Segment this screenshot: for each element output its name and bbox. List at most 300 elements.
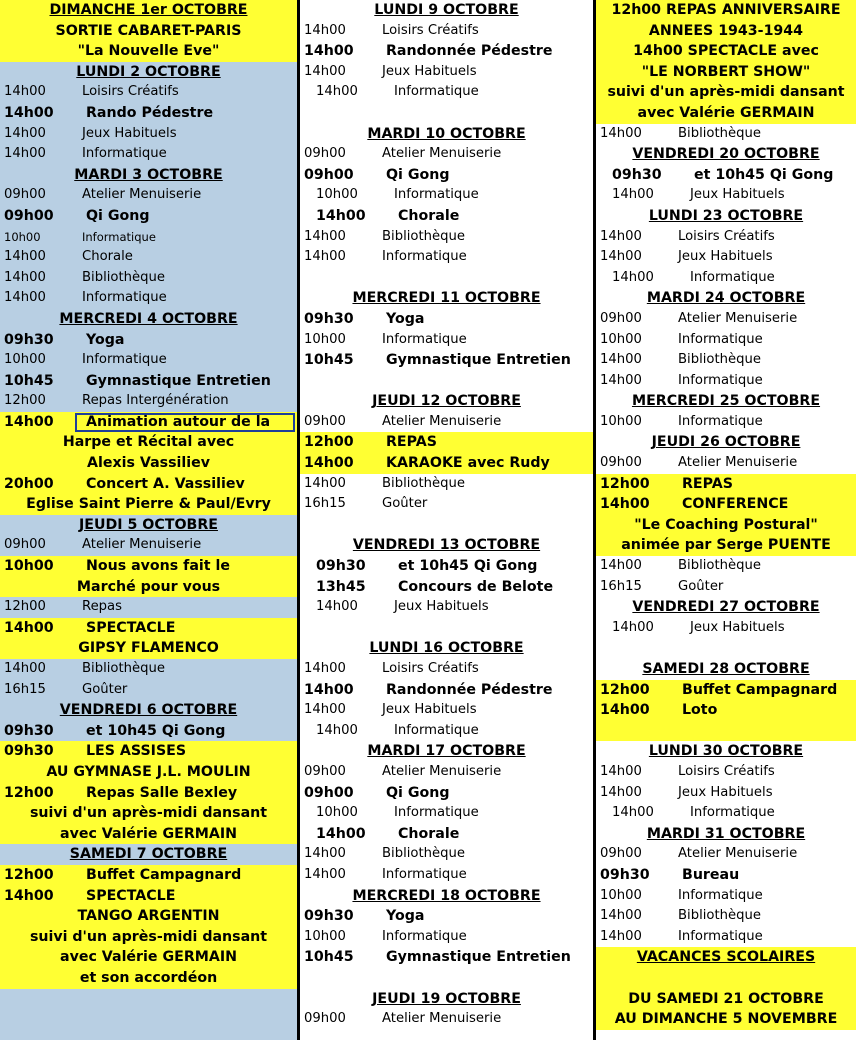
schedule-entry-highlight [300, 783, 593, 804]
entry-text: LUNDI 23 OCTOBRE [648, 207, 804, 224]
entry-time: 14h00 [600, 558, 642, 574]
entry-activity: Atelier Menuiserie [678, 846, 798, 862]
schedule-entry [0, 82, 297, 103]
entry-time: 09h00 [4, 187, 46, 203]
entry-activity: KARAOKE avec Rudy [386, 455, 550, 472]
entry-activity: Informatique [382, 866, 467, 882]
schedule-entry [300, 1009, 593, 1030]
schedule-entry [0, 144, 297, 165]
event-line [0, 21, 297, 42]
schedule-entry-highlight [0, 330, 297, 351]
schedule-entry [0, 659, 297, 680]
day-heading [596, 432, 856, 453]
schedule-entry-highlight [596, 680, 856, 701]
schedule-entry [596, 618, 856, 639]
entry-time: 14h00 [4, 249, 46, 265]
entry-activity: Informatique [678, 372, 763, 388]
entry-time: 14h00 [600, 125, 642, 141]
event-line [0, 494, 297, 515]
entry-time: 09h00 [304, 784, 354, 801]
entry-activity: Loto [682, 702, 718, 719]
entry-text: Harpe et Récital avec [62, 434, 235, 451]
day-heading [596, 741, 856, 762]
entry-time: 14h00 [304, 63, 346, 79]
entry-time: 09h00 [600, 846, 642, 862]
event-line [596, 515, 856, 536]
entry-activity: Rando Pédestre [86, 104, 214, 121]
column-2 [297, 0, 593, 1040]
schedule-entry [300, 494, 593, 515]
schedule-entry [596, 577, 856, 598]
event-line [0, 762, 297, 783]
entry-activity: Goûter [382, 496, 428, 512]
schedule-entry [300, 21, 593, 42]
schedule-entry [300, 597, 593, 618]
entry-activity: Bibliothèque [678, 352, 761, 368]
entry-time: 09h30 [304, 908, 354, 925]
schedule-entry-highlight [300, 432, 593, 453]
entry-text: MERCREDI 4 OCTOBRE [59, 310, 238, 327]
schedule-entry-highlight [300, 947, 593, 968]
entry-text: animée par Serge PUENTE [621, 537, 831, 554]
entry-activity: CONFERENCE [682, 496, 789, 513]
event-line [0, 638, 297, 659]
schedule-entry [300, 721, 593, 742]
entry-activity: Qi Gong [386, 784, 450, 801]
entry-time: 14h00 [612, 269, 654, 285]
day-heading [0, 700, 297, 721]
entry-time: 10h45 [304, 352, 354, 369]
entry-time: 14h00 [612, 805, 654, 821]
schedule-entry-highlight [300, 206, 593, 227]
entry-time: 14h00 [316, 722, 358, 738]
entry-activity: Jeux Habituels [678, 784, 773, 800]
entry-text: TANGO ARGENTIN [77, 908, 220, 925]
event-line [0, 453, 297, 474]
entry-time: 09h00 [304, 146, 346, 162]
entry-time: 10h00 [600, 331, 642, 347]
entry-time: 14h00 [4, 84, 46, 100]
entry-time: 14h00 [4, 887, 54, 904]
entry-time: 09h00 [4, 207, 54, 224]
entry-time: 10h45 [4, 372, 54, 389]
entry-activity: Informatique [394, 84, 479, 100]
entry-text: AU GYMNASE J.L. MOULIN [46, 763, 251, 780]
schedule-entry [300, 412, 593, 433]
entry-text: suivi d'un après-midi dansant [29, 805, 268, 822]
entry-time: 12h00 [600, 475, 650, 492]
schedule-entry [596, 350, 856, 371]
entry-time: 16h15 [4, 681, 46, 697]
entry-time: 14h00 [304, 681, 354, 698]
schedule-entry [596, 783, 856, 804]
entry-text: JEUDI 26 OCTOBRE [651, 434, 801, 451]
schedule-entry [300, 144, 593, 165]
entry-time: 14h00 [4, 290, 46, 306]
entry-time: 14h00 [316, 207, 366, 224]
entry-time: 09h30 [316, 558, 366, 575]
entry-time: 14h00 [316, 84, 358, 100]
schedule-entry-highlight [0, 741, 297, 762]
entry-activity: Atelier Menuiserie [82, 537, 202, 553]
schedule-entry [0, 350, 297, 371]
entry-time: 09h00 [304, 1011, 346, 1027]
event-line [596, 41, 856, 62]
event-line [0, 824, 297, 845]
entry-time: 14h00 [600, 784, 642, 800]
column-3 [593, 0, 856, 1040]
entry-activity: Informatique [690, 805, 775, 821]
entry-activity: Informatique [382, 331, 467, 347]
blank-row [300, 371, 593, 392]
entry-activity: Atelier Menuiserie [382, 1011, 502, 1027]
schedule-entry-highlight [0, 412, 297, 433]
entry-time: 14h00 [600, 352, 642, 368]
day-heading [300, 989, 593, 1010]
entry-activity: Bibliothèque [82, 661, 165, 676]
entry-activity: Chorale [398, 825, 460, 842]
day-heading [300, 288, 593, 309]
entry-activity: LES ASSISES [86, 743, 187, 760]
entry-time: 14h00 [304, 249, 346, 265]
schedule-entry [300, 865, 593, 886]
event-line [596, 62, 856, 83]
entry-time: 14h00 [4, 125, 46, 141]
entry-activity: Atelier Menuiserie [678, 455, 798, 471]
entry-activity: Atelier Menuiserie [382, 763, 502, 779]
entry-time: 14h00 [4, 104, 54, 121]
entry-activity: Informatique [690, 269, 775, 285]
entry-time: 14h00 [600, 228, 642, 244]
schedule-entry-highlight [300, 41, 593, 62]
entry-activity: Loisirs Créatifs [382, 661, 479, 676]
entry-time: 14h00 [304, 661, 346, 676]
entry-time: 14h00 [316, 825, 366, 842]
entry-text: SORTIE CABARET-PARIS [55, 22, 242, 39]
schedule-entry-highlight [0, 865, 297, 886]
entry-activity: Nous avons fait le [86, 558, 230, 575]
entry-text: avec Valérie GERMAIN [60, 949, 237, 966]
entry-activity: Loisirs Créatifs [382, 22, 479, 38]
entry-activity: Concours de Belote [398, 578, 554, 595]
entry-activity: Gymnastique Entretien [86, 372, 271, 389]
event-line [596, 103, 856, 124]
day-heading [300, 0, 593, 21]
entry-time: 14h00 [304, 455, 354, 472]
entry-text: DIMANCHE 1er OCTOBRE [49, 2, 248, 18]
schedule-entry-highlight [300, 453, 593, 474]
day-heading [596, 288, 856, 309]
event-line [0, 947, 297, 968]
entry-activity: Jeux Habituels [690, 187, 785, 203]
entry-text: JEUDI 19 OCTOBRE [372, 990, 521, 1007]
entry-text: VENDREDI 13 OCTOBRE [352, 537, 541, 554]
entry-text: SAMEDI 28 OCTOBRE [642, 661, 810, 677]
entry-activity: SPECTACLE [86, 887, 176, 904]
day-heading [300, 741, 593, 762]
entry-time: 09h00 [600, 455, 642, 471]
entry-time: 09h30 [600, 866, 650, 883]
entry-text: et son accordéon [79, 969, 218, 986]
day-heading [596, 597, 856, 618]
entry-time: 12h00 [4, 866, 54, 883]
entry-text: "La Nouvelle Eve" [77, 43, 220, 60]
entry-activity: Bibliothèque [82, 269, 165, 285]
entry-text: MARDI 24 OCTOBRE [646, 290, 806, 307]
entry-activity: Loisirs Créatifs [678, 228, 775, 244]
schedule-entry-highlight [596, 474, 856, 495]
day-heading [300, 391, 593, 412]
selection-box [75, 413, 295, 433]
schedule-entry [300, 762, 593, 783]
schedule-entry [0, 597, 297, 618]
entry-time: 14h00 [304, 846, 346, 862]
entry-text: suivi d'un après-midi dansant [29, 928, 268, 945]
entry-activity: et 10h45 Qi Gong [86, 722, 226, 739]
blank-row [300, 968, 593, 989]
entry-activity: Yoga [386, 310, 425, 327]
schedule-entry-highlight [0, 721, 297, 742]
entry-activity: Buffet Campagnard [682, 681, 838, 698]
entry-time: 14h00 [304, 228, 346, 244]
blank-row [596, 968, 856, 989]
entry-text: VENDREDI 6 OCTOBRE [59, 702, 238, 719]
entry-time: 09h30 [612, 166, 662, 183]
schedule-entry [0, 535, 297, 556]
schedule-entry [300, 62, 593, 83]
entry-time: 14h00 [4, 661, 46, 676]
entry-time: 14h00 [4, 269, 46, 285]
schedule-entry [0, 680, 297, 701]
event-line [0, 927, 297, 948]
entry-text: "Le Coaching Postural" [634, 516, 818, 533]
entry-text: 14h00 SPECTACLE avec [633, 43, 819, 60]
entry-activity: Informatique [678, 928, 763, 944]
entry-text: LUNDI 2 OCTOBRE [76, 63, 221, 80]
schedule-entry [596, 412, 856, 433]
entry-text: JEUDI 5 OCTOBRE [79, 516, 218, 533]
entry-activity: Goûter [82, 681, 128, 697]
blank-row [300, 103, 593, 124]
entry-time: 14h00 [612, 187, 654, 203]
entry-activity: SPECTACLE [86, 619, 176, 636]
entry-time: 10h00 [316, 187, 358, 203]
schedule-entry-highlight [0, 618, 297, 639]
entry-activity: Jeux Habituels [382, 702, 477, 718]
schedule-entry [596, 803, 856, 824]
entry-time: 14h00 [600, 908, 642, 924]
entry-time: 12h00 [600, 681, 650, 698]
entry-time: 10h00 [4, 558, 54, 575]
schedule-entry [596, 906, 856, 927]
entry-time: 10h00 [4, 229, 41, 244]
entry-time: 09h00 [304, 763, 346, 779]
entry-time: 14h00 [4, 413, 54, 430]
entry-time: 12h00 [4, 393, 46, 409]
entry-time: 09h00 [304, 413, 346, 429]
event-line [0, 41, 297, 62]
entry-activity: Concert A. Vassiliev [86, 475, 245, 492]
entry-activity: Jeux Habituels [678, 249, 773, 265]
entry-time: 09h30 [4, 331, 54, 348]
entry-activity: Repas [82, 599, 123, 615]
entry-activity: REPAS [386, 434, 437, 451]
schedule-entry [596, 762, 856, 783]
entry-text: VENDREDI 27 OCTOBRE [632, 599, 820, 616]
schedule-entry [300, 474, 593, 495]
entry-activity: Chorale [398, 207, 460, 224]
column-1 [0, 0, 297, 1040]
entry-activity: Chorale [82, 249, 133, 265]
day-heading [0, 62, 297, 83]
schedule-entry-highlight [300, 906, 593, 927]
schedule-entry [596, 227, 856, 248]
entry-activity: Informatique [678, 413, 763, 429]
day-heading [300, 124, 593, 145]
entry-text: MARDI 3 OCTOBRE [74, 166, 223, 183]
entry-text: suivi d'un après-midi dansant [607, 84, 845, 101]
entry-time: 12h00 [4, 599, 46, 615]
schedule-entry [596, 247, 856, 268]
entry-text: AU DIMANCHE 5 NOVEMBRE [614, 1011, 838, 1028]
entry-time: 09h00 [304, 166, 354, 183]
entry-text: JEUDI 12 OCTOBRE [372, 393, 521, 410]
entry-time: 16h15 [304, 496, 346, 512]
entry-text: MERCREDI 11 OCTOBRE [352, 290, 541, 307]
day-heading [300, 638, 593, 659]
entry-time: 09h30 [4, 743, 54, 760]
entry-time: 14h00 [304, 866, 346, 882]
entry-text: VACANCES SCOLAIRES [636, 949, 816, 966]
entry-activity: Bibliothèque [382, 846, 465, 862]
entry-text: ANNEES 1943-1944 [648, 22, 804, 39]
day-heading [596, 144, 856, 165]
entry-text: Eglise Saint Pierre & Paul/Evry [26, 496, 271, 513]
day-heading [596, 391, 856, 412]
blank-row [596, 638, 856, 659]
entry-text: LUNDI 30 OCTOBRE [648, 743, 804, 760]
entry-text: avec Valérie GERMAIN [637, 104, 815, 121]
schedule-entry-highlight [300, 556, 593, 577]
entry-time: 10h00 [304, 928, 346, 944]
entry-activity: Loisirs Créatifs [82, 84, 179, 100]
schedule-entry-highlight [0, 371, 297, 392]
schedule-entry [0, 227, 297, 248]
schedule-entry [596, 309, 856, 330]
entry-activity: Yoga [386, 908, 425, 925]
entry-activity: Gymnastique Entretien [386, 949, 571, 966]
entry-activity: Qi Gong [86, 207, 150, 224]
entry-text: MARDI 31 OCTOBRE [646, 825, 806, 842]
schedule-entry [300, 227, 593, 248]
schedule-entry-highlight [0, 474, 297, 495]
entry-time: 14h00 [600, 702, 650, 719]
entry-time: 14h00 [612, 619, 654, 635]
schedule-entry [0, 268, 297, 289]
entry-activity: Informatique [678, 331, 763, 347]
entry-activity: Buffet Campagnard [86, 866, 242, 883]
schedule-entry [596, 927, 856, 948]
entry-activity: Animation autour de la [86, 413, 271, 430]
entry-time: 14h00 [600, 496, 650, 513]
entry-activity: Informatique [678, 887, 763, 903]
schedule-entry [300, 82, 593, 103]
entry-text: MARDI 17 OCTOBRE [367, 743, 526, 760]
entry-time: 14h00 [4, 146, 46, 162]
entry-activity: REPAS [682, 475, 733, 492]
schedule-entry [300, 330, 593, 351]
entry-activity: Informatique [394, 187, 479, 203]
schedule-entry [0, 247, 297, 268]
entry-activity: Bibliothèque [678, 558, 761, 574]
entry-time: 14h00 [316, 599, 358, 615]
event-line [596, 989, 856, 1010]
entry-activity: Informatique [82, 146, 167, 162]
schedule-entry-highlight [300, 824, 593, 845]
day-heading [596, 947, 856, 968]
schedule-entry [596, 124, 856, 145]
entry-text: Alexis Vassiliev [87, 455, 210, 472]
schedule-entry-highlight [300, 577, 593, 598]
entry-activity: et 10h45 Qi Gong [694, 166, 834, 183]
entry-activity: Informatique [394, 805, 479, 821]
event-line [596, 535, 856, 556]
schedule-entry [0, 124, 297, 145]
entry-activity: Atelier Menuiserie [82, 187, 202, 203]
entry-activity: Informatique [82, 352, 167, 368]
entry-activity: Jeux Habituels [394, 599, 489, 615]
schedule-entry [300, 927, 593, 948]
schedule-entry [300, 247, 593, 268]
day-heading [300, 886, 593, 907]
entry-activity: Jeux Habituels [82, 125, 177, 141]
schedule-entry-highlight [300, 350, 593, 371]
event-line [0, 906, 297, 927]
day-heading [0, 0, 297, 21]
event-line [0, 968, 297, 989]
day-heading [0, 844, 297, 865]
entry-time: 09h30 [304, 310, 354, 327]
schedule-entry [300, 844, 593, 865]
entry-activity: Goûter [678, 578, 724, 594]
schedule-entry-highlight [300, 309, 593, 330]
entry-time: 12h00 [4, 784, 54, 801]
entry-activity: Yoga [86, 331, 125, 348]
schedule-entry [300, 659, 593, 680]
schedule-entry [596, 886, 856, 907]
entry-time: 14h00 [304, 22, 346, 38]
blank-row [596, 721, 856, 742]
entry-activity: Gymnastique Entretien [386, 352, 571, 369]
entry-text: 12h00 REPAS ANNIVERSAIRE [611, 2, 841, 18]
day-heading [0, 515, 297, 536]
schedule-entry-highlight [596, 494, 856, 515]
schedule-entry-highlight [0, 206, 297, 227]
entry-time: 10h00 [316, 805, 358, 821]
entry-time: 09h30 [4, 722, 54, 739]
blank-row [300, 515, 593, 536]
entry-activity: et 10h45 Qi Gong [398, 558, 538, 575]
entry-time: 09h00 [600, 310, 642, 326]
entry-time: 20h00 [4, 475, 54, 492]
event-line [596, 21, 856, 42]
entry-activity: Bibliothèque [678, 125, 761, 141]
entry-time: 14h00 [600, 763, 642, 779]
event-line [596, 82, 856, 103]
entry-time: 10h00 [304, 331, 346, 347]
entry-time: 14h00 [600, 249, 642, 265]
schedule-entry [300, 185, 593, 206]
